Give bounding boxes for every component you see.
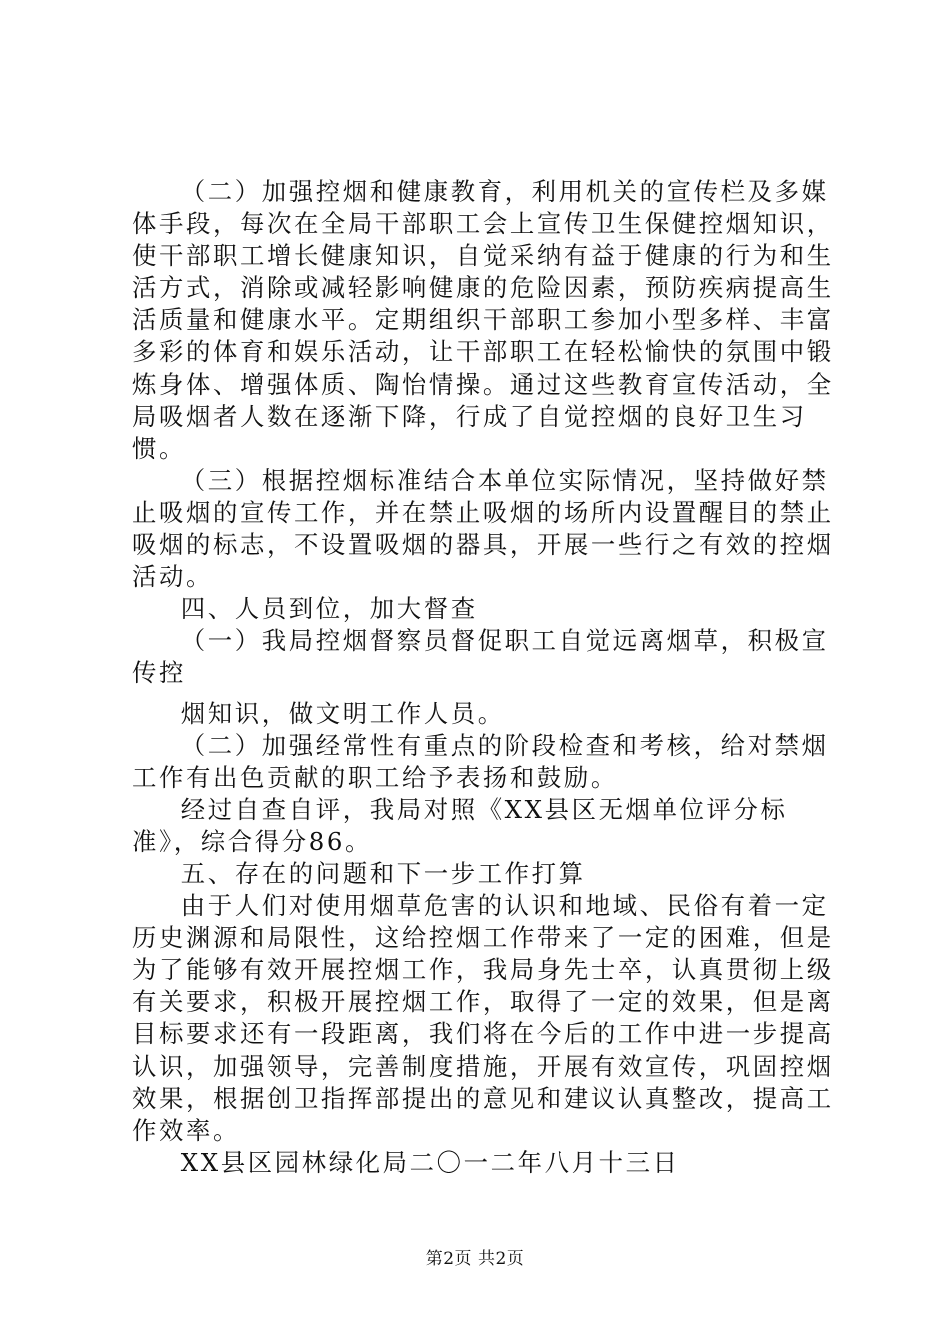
page-number-footer: 第2页 共2页: [425, 1249, 525, 1269]
paragraph-problems-plan: 由于人们对使用烟草危害的认识和地域、民俗有着一定历史渊源和局限性，这给控烟工作带来了一定的困难，但是为了能够有效开展控烟工作，我局身先士卒，认真贯彻上级有关要求，积极开展控烟工作，取得了一定的效果，但是离目标要求还有一段距离，我们将在今后的工作中进一步提高认识，加强领导，完善制度措施，开展有效宣传，巩固控烟效果，根据创卫指挥部提出的意见和建议认真整改，提高工作效率。: [132, 891, 834, 1145]
section-heading-supervision: 四、人员到位，加大督查: [180, 594, 478, 624]
paragraph-self-assessment-score: 经过自查自评，我局对照《XX县区无烟单位评分标准》，综合得分86。: [132, 794, 788, 856]
section-heading-problems-next-steps: 五、存在的问题和下一步工作打算: [180, 858, 586, 888]
signature-line: XX县区园林绿化局二〇一二年八月十三日: [180, 1147, 680, 1177]
paragraph-inspection-rewards: （二）加强经常性有重点的阶段检查和考核，给对禁烟工作有出色贡献的职工给予表扬和鼓励。: [132, 730, 829, 792]
paragraph-health-education: （二）加强控烟和健康教育，利用机关的宣传栏及多媒体手段，每次在全局干部职工会上宣传卫生保健控烟知识，使干部职工增长健康知识，自觉采纳有益于健康的行为和生活方式，消除或减轻影响健康的危险因素，预防疾病提高生活质量和健康水平。定期组织干部职工参加小型多样、丰富多彩的体育和娱乐活动，让干部职工在轻松愉快的氛围中锻炼身体、增强体质、陶怡情操。通过这些教育宣传活动，全局吸烟者人数在逐渐下降，行成了自觉控烟的良好卫生习惯。: [132, 177, 834, 463]
paragraph-no-smoking-signs: （三）根据控烟标准结合本单位实际情况，坚持做好禁止吸烟的宣传工作，并在禁止吸烟的场所内设置醒目的禁止吸烟的标志，不设置吸烟的器具，开展一些行之有效的控烟活动。: [132, 465, 834, 592]
document-body: [132, 176, 844, 1179]
paragraph-inspector-duty-continued: 烟知识，做文明工作人员。: [180, 698, 505, 728]
paragraph-inspector-duty: （一）我局控烟督察员督促职工自觉远离烟草，积极宣传控: [132, 626, 829, 688]
